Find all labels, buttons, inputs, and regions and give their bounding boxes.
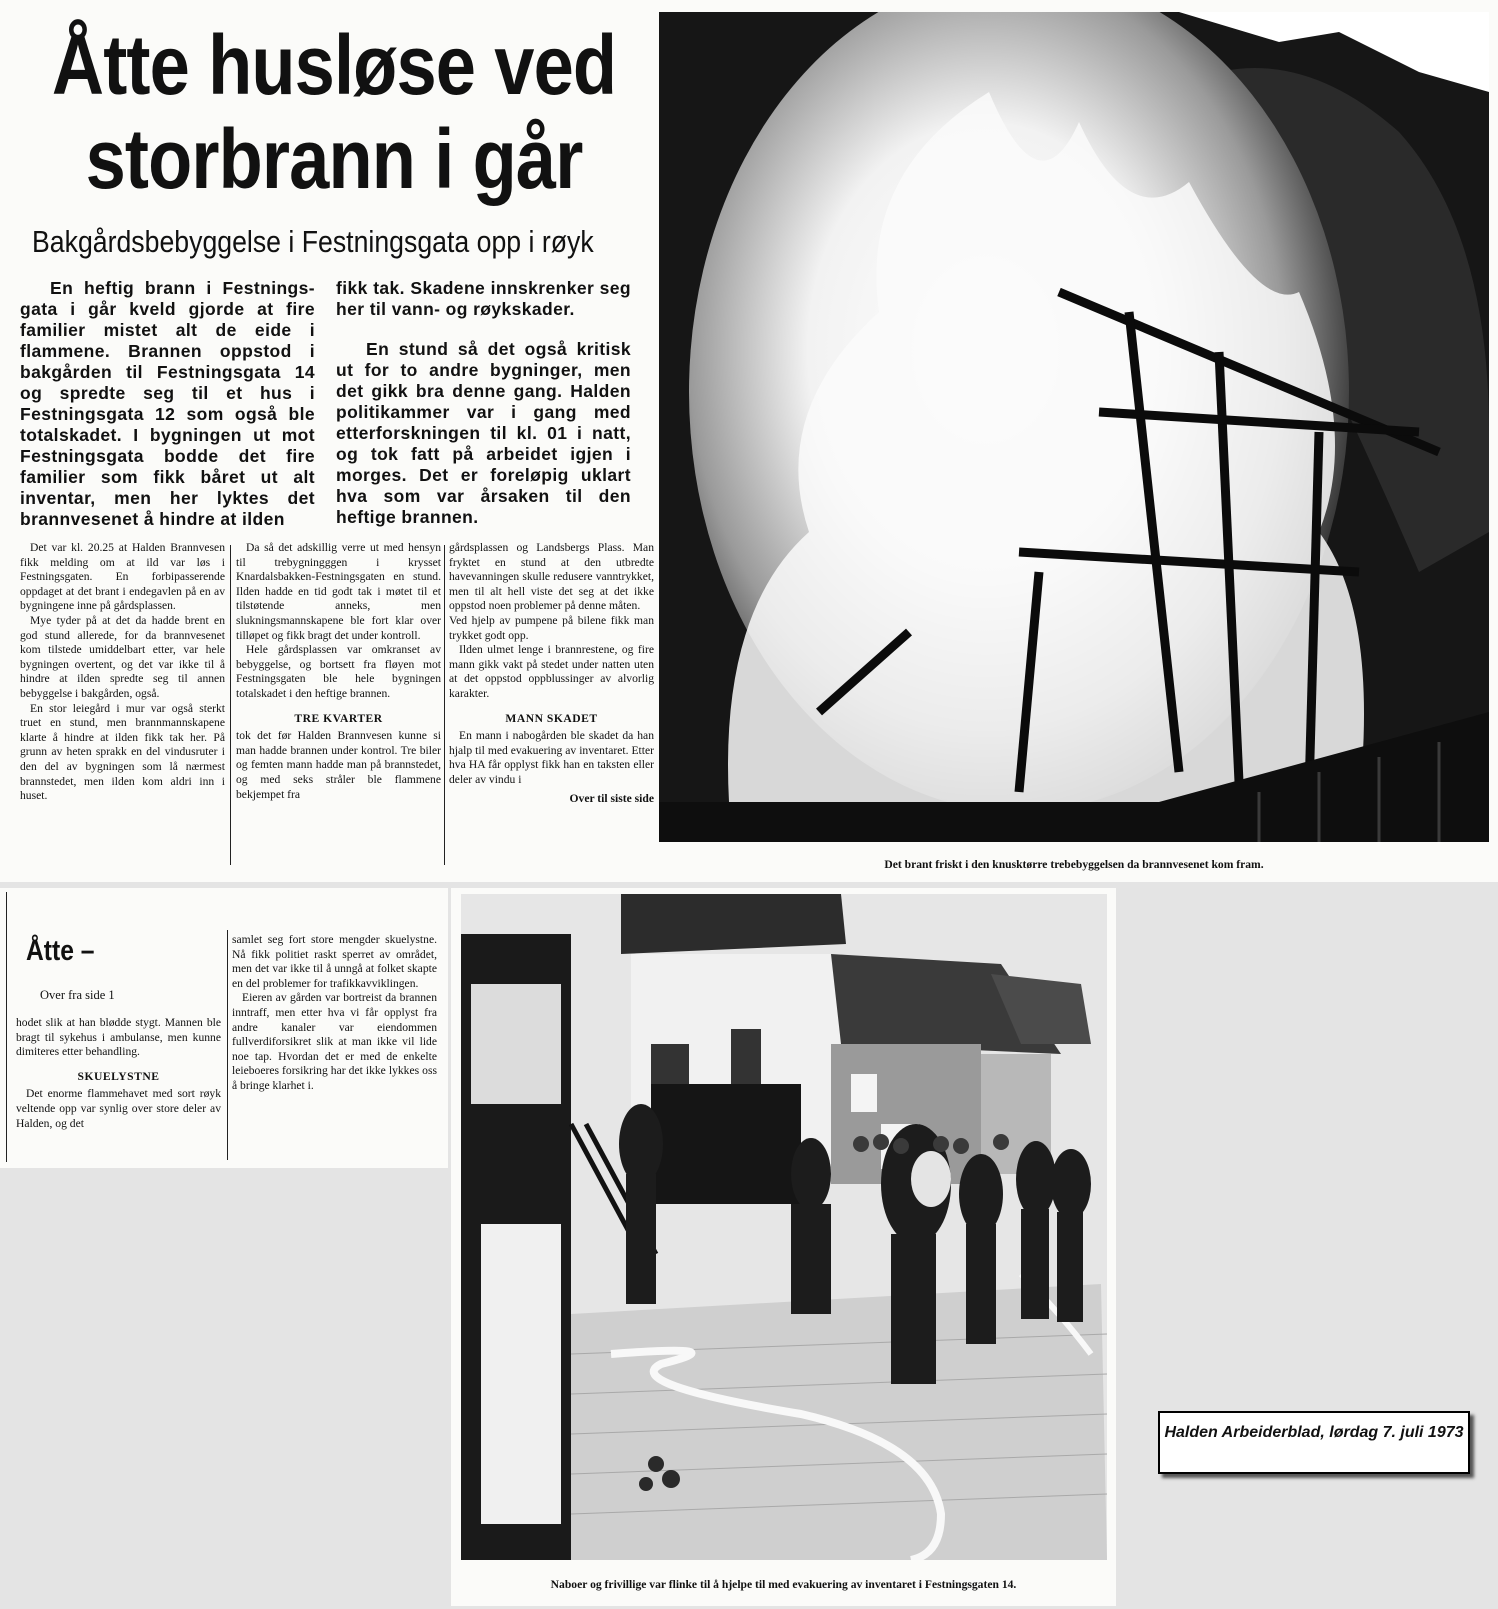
lead-paragraph: En stund så det også kritisk ut for to andre bygninger, men det gikk bra denne gang. Halden politikammer var i gang med etterforskningen til kl. 01 i natt, og tok fatt på arbeidet igjen i morges. Det er foreløpig uklart hva som var årsaken til den heftige brannen. [336, 339, 631, 527]
column-rule [6, 892, 7, 1162]
body-column-3 [449, 541, 654, 806]
street-photo-caption: Naboer og frivillige var flinke til å hjelpe til med evakuering av inventaret i Festningsgaten 14. [550, 1578, 1017, 1591]
section-subhead: MANN SKADET [505, 711, 598, 725]
column-rule [227, 930, 228, 1160]
body-paragraph: tok det før Halden Brannvesen kunne si man hadde brannen under kontrol. Tre biler og femten mann hadde man på brannstedet, og med seks stråler ble flammene bekjempet fra [236, 729, 441, 801]
lead-column-1 [20, 278, 315, 530]
continued-label: Over til siste side [569, 791, 654, 805]
body-paragraph: En stor leiegård i mur var også sterkt truet en stund, men brannmannskapene klarte å hindre at ilden fikk tak her. På grunn av heten sprakk en del vindusruter i den del av bygningen som lå nærmest brannstedet, men ilden kom aldri inn i huset. [20, 701, 225, 803]
body-paragraph: En mann i nabogården ble skadet da han hjalp til med evakuering av inventaret. Etter hva HA får opplyst fikk han en taksten eller deler av vindu i [449, 729, 654, 786]
headline-line-1: Åtte husløse ved [51, 18, 617, 112]
street-photo [461, 894, 1107, 1560]
continuation-title: Åtte – [26, 935, 95, 967]
body-paragraph: Da så det adskillig verre ut med hensyn til trebygningggen i krysset Knardalsbakken-Festningsgaten en stund. Ilden hadde en tid godt tak i møtet til et tilstøtende anneks, men slukningsmannskapene ble fort klar over tilløpet og fikk bragt det under kontroll. [236, 541, 441, 642]
body-paragraph: Ilden ulmet lenge i brannrestene, og fire mann gikk vakt på stedet under natten uten at det oppstod oppblussinger av alvorlig karakter. [449, 643, 654, 700]
section-subhead: SKUELYSTNE [77, 1069, 160, 1083]
body-paragraph: hodet slik at han blødde stygt. Mannen ble bragt til sykehus i ambulanse, men kunne dimiteres etter behandling. [16, 1016, 221, 1059]
body-column-1 [20, 541, 225, 804]
body-paragraph: Det var kl. 20.25 at Halden Brannvesen fikk melding om at ild var løs i Festningsgaten. En forbipasserende oppdaget at det brant i endegavlen på en av bygningene inne på gårdsplassen. [20, 541, 225, 613]
continuation-column-2 [232, 933, 437, 1094]
body-paragraph: Det enorme flammehavet med sort røyk veltende opp var synlig over store deler av Halden, og det [16, 1087, 221, 1130]
body-paragraph: samlet seg fort store mengder skuelystne. Nå fikk politiet raskt sperret av området, men det var ikke til å unngå at folket skapte en del problemer for trafikkavviklingen. [232, 933, 437, 990]
headline-line-2: storbrann i går [85, 112, 583, 206]
body-paragraph: Mye tyder på at det da hadde brent en god stund allerede, for da brannvesenet kom tilstede umiddelbart etter, var hele bygningen overtent, og det var ikke til å hindre at ilden spredte seg til annen bebyggelse i bakgården, også. [20, 613, 225, 700]
body-paragraph: Ved hjelp av pumpene på bilene fikk man trykket godt opp. [449, 613, 654, 642]
column-rule [230, 545, 231, 865]
body-paragraph: Eieren av gården var bortreist da brannen inntraff, men etter hva vi får opplyst fra andre kanaler var eiendommen fullverdiforsikret slik at man ikke vil lide noe tap. Hvordan det er med de enkelte leieboeres forsikring har det ikke lykkes oss å bringe klarhet i. [232, 991, 437, 1092]
subheadline: Bakgårdsbebyggelse i Festningsgata opp i røyk [32, 224, 594, 259]
source-label: Halden Arbeiderblad, lørdag 7. juli 1973 [1158, 1411, 1470, 1474]
fire-photo-caption: Det brant friskt i den knusktørre trebebyggelsen da brannvesenet kom fram. [884, 858, 1264, 871]
lead-column-2 [336, 278, 631, 528]
body-column-2 [236, 541, 441, 802]
column-rule [444, 545, 445, 865]
section-subhead: TRE KVARTER [294, 711, 383, 725]
headline [18, 18, 650, 206]
continued-from-label: Over fra side 1 [40, 988, 115, 1002]
fire-photo [659, 12, 1489, 842]
lead-paragraph: En heftig brann i Festnings-gata i går kveld gjorde at fire familier mistet alt de eide i flammene. Brannen oppstod i bakgården til Festningsgata 14 og spredte seg til et hus i Festningsgata 12 som også ble totalskadet. I bygningen ut mot Festningsgata bodde det fire familier som fikk båret ut alt inventar, men her lyktes det brannvesenet å hindre at ilden [20, 278, 315, 529]
lead-paragraph-continued: fikk tak. Skadene innskrenker seg her til vann- og røykskader. [336, 278, 631, 319]
body-paragraph: gårdsplassen og Landsbergs Plass. Man fryktet en stund at den utbredte havevanningen skulle redusere vanntrykket, men til alt hell viste det seg at det ikke oppstod noen problemer på denne måten. [449, 541, 654, 613]
body-paragraph: Hele gårdsplassen var omkranset av bebyggelse, og bortsett fra fløyen mot Festningsgaten ble hele bygningen totalskadet i den heftige brannen. [236, 643, 441, 700]
continuation-column-1 [16, 1016, 221, 1131]
